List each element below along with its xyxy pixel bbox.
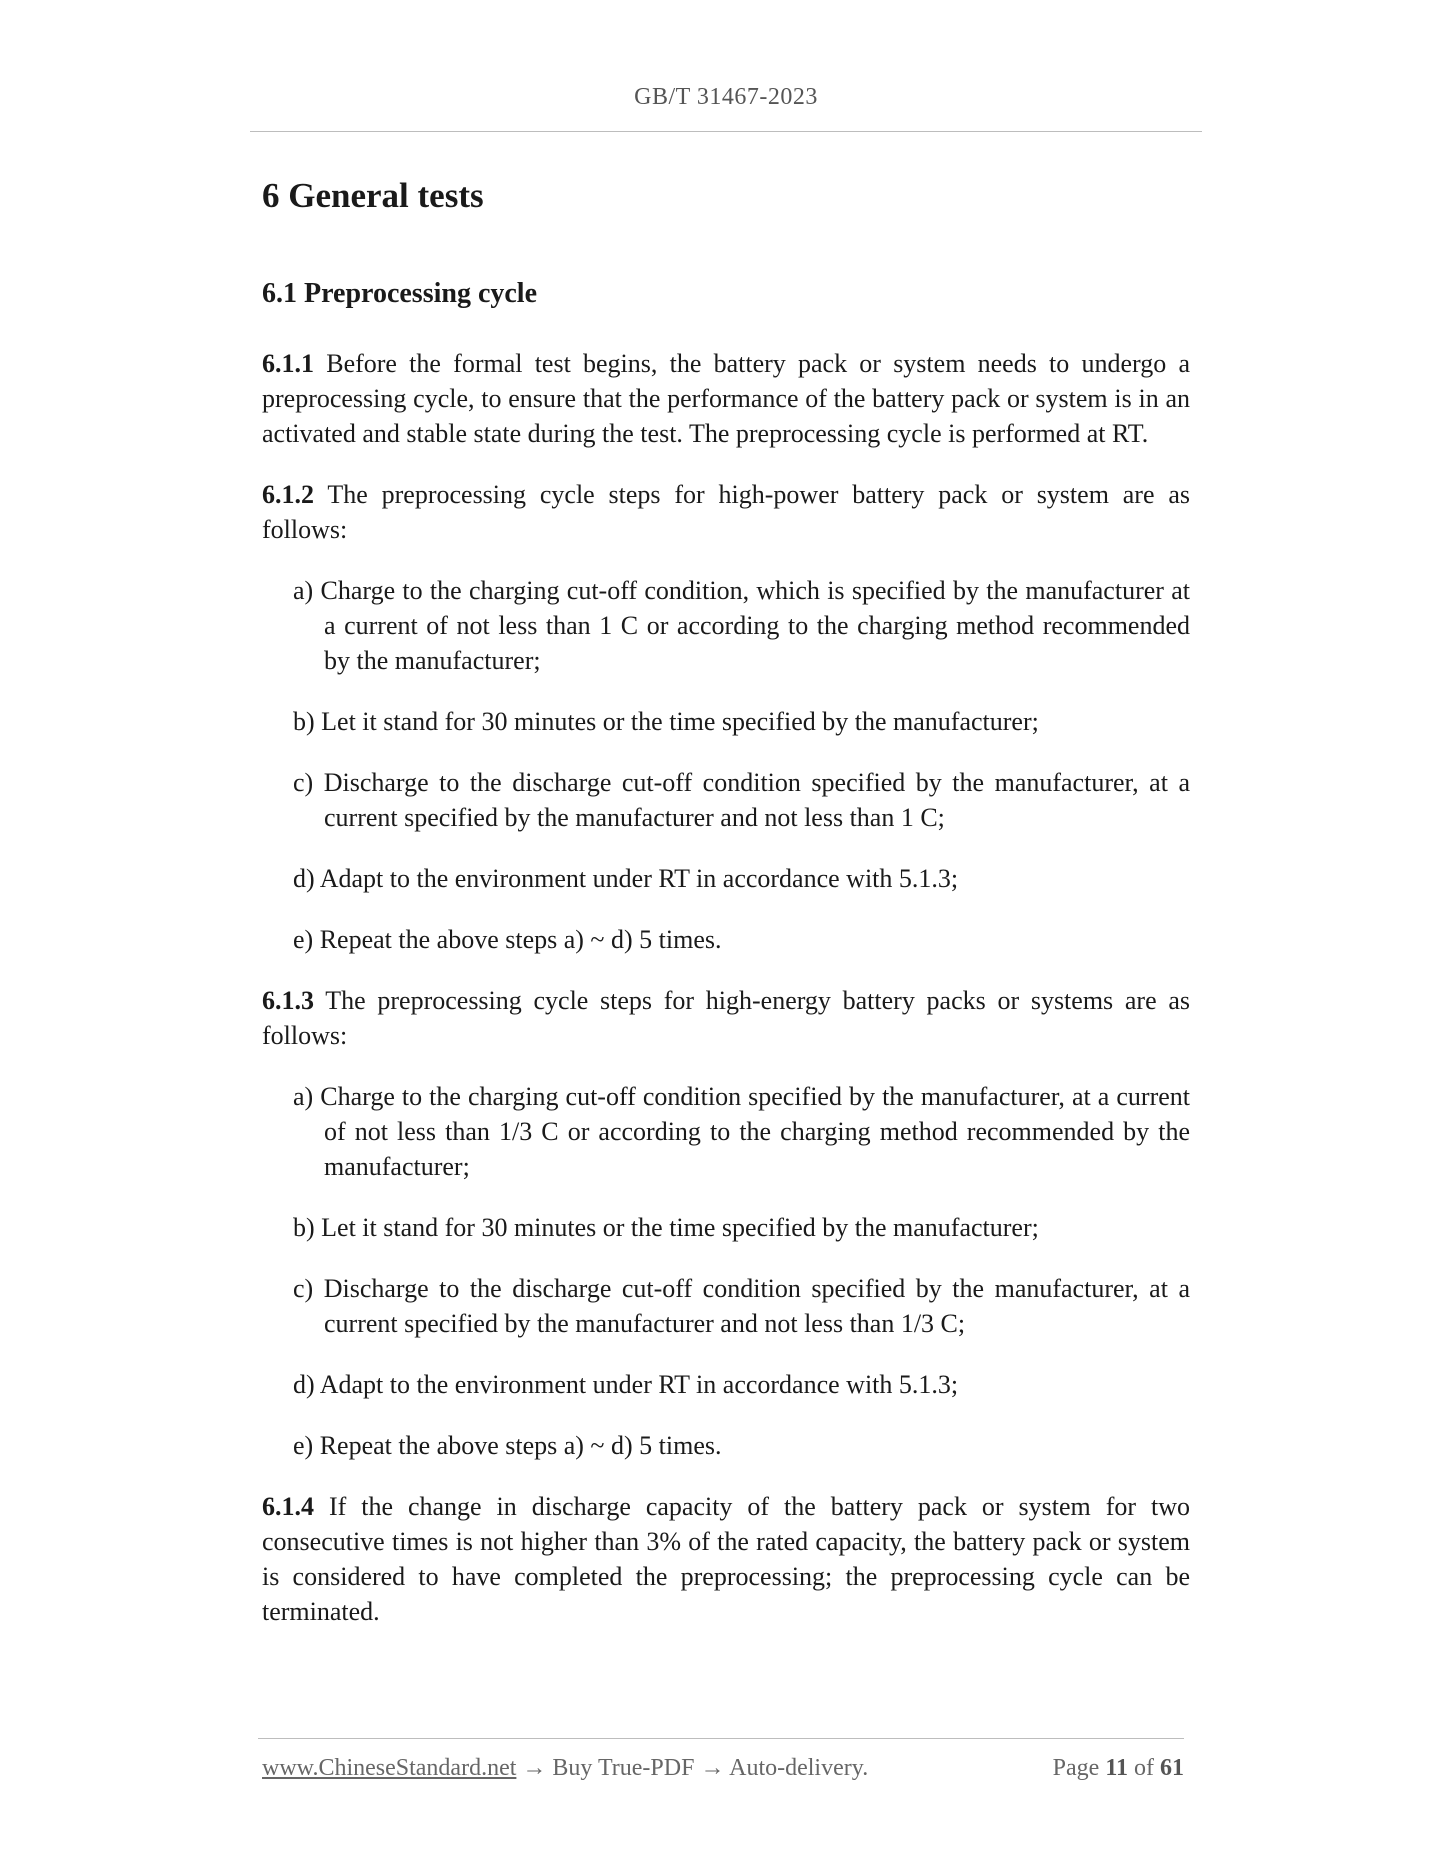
clause-text: Before the formal test begins, the battery pack or system needs to undergo a preprocessing cycle, to ensure that the performance of the battery pack or system is in an activated and stable state during the test. The preprocessing cycle is performed at RT. (262, 349, 1190, 448)
total-pages: 61 (1160, 1755, 1184, 1781)
clause-text: If the change in discharge capacity of the battery pack or system for two consecutive times is not higher than 3% of the rated capacity, the battery pack or system is considered to have completed the preprocessing; the preprocessing cycle can be terminated. (262, 1492, 1190, 1626)
list-item: e) Repeat the above steps a) ~ d) 5 times. (293, 925, 722, 954)
footer-promo-text: → Buy True-PDF → Auto-delivery. (516, 1755, 869, 1781)
page-number: 11 (1105, 1755, 1128, 1781)
list-item: c) Discharge to the discharge cut-off condition specified by the manufacturer, at a current specified by the manufacturer and not less than 1 C; (293, 768, 1190, 832)
document-header-id: GB/T 31467-2023 (634, 84, 818, 110)
page-label: Page (1052, 1755, 1106, 1781)
clause-number: 6.1.2 (262, 480, 314, 509)
list-item: a) Charge to the charging cut-off condition, which is specified by the manufacturer at a current of not less than 1 C or according to the charging method recommended by the manufacturer; (293, 576, 1190, 675)
list-item: b) Let it stand for 30 minutes or the time specified by the manufacturer; (293, 1213, 1039, 1242)
list-item: e) Repeat the above steps a) ~ d) 5 times. (293, 1431, 722, 1460)
footer-divider (258, 1738, 1184, 1739)
list-item: c) Discharge to the discharge cut-off condition specified by the manufacturer, at a current specified by the manufacturer and not less than 1/3 C; (293, 1274, 1190, 1338)
of-label: of (1128, 1755, 1160, 1781)
list-item: a) Charge to the charging cut-off condition specified by the manufacturer, at a current of not less than 1/3 C or according to the charging method recommended by the manufacturer; (293, 1082, 1190, 1181)
clause-6-1-3 (262, 983, 1190, 1053)
header-divider (250, 131, 1202, 132)
section-title: 6 General tests (262, 176, 484, 215)
clause-number: 6.1.4 (262, 1492, 314, 1521)
subsection-title: 6.1 Preprocessing cycle (262, 278, 538, 309)
clause-number: 6.1.3 (262, 986, 314, 1015)
footer-promo (262, 1755, 868, 1782)
steps-list-high-energy (262, 1079, 1190, 1463)
page-content (262, 170, 1190, 1655)
clause-6-1-4 (262, 1489, 1190, 1629)
list-item: d) Adapt to the environment under RT in accordance with 5.1.3; (293, 1370, 959, 1399)
clause-number: 6.1.1 (262, 349, 314, 378)
list-item: d) Adapt to the environment under RT in accordance with 5.1.3; (293, 864, 959, 893)
clause-text: The preprocessing cycle steps for high-power battery pack or system are as follows: (262, 480, 1190, 544)
clause-text: The preprocessing cycle steps for high-energy battery packs or systems are as follows: (262, 986, 1190, 1050)
website-link[interactable]: www.ChineseStandard.net (262, 1755, 517, 1781)
page-indicator (1053, 1755, 1184, 1782)
steps-list-high-power (262, 573, 1190, 957)
clause-6-1-1 (262, 346, 1190, 451)
clause-6-1-2 (262, 477, 1190, 547)
list-item: b) Let it stand for 30 minutes or the time specified by the manufacturer; (293, 707, 1039, 736)
